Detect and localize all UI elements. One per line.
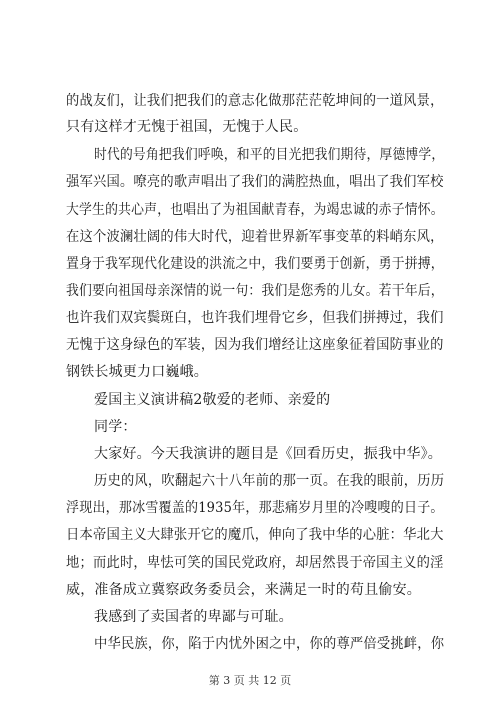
text-line: 我感到了卖国者的卑鄙与可耻。 [94,609,293,625]
text-line: 也许我们双宾鬓斑白，也许我们埋骨它乡，但我们拼搏过，我们 [66,310,444,326]
text-line: 日本帝国主义大肆张开它的魔爪，伸向了我中华的心脏：华北大 [66,527,444,543]
text-line: 时代的号角把我们呼唤，和平的目光把我们期待，厚德博学， [94,147,445,163]
text-line: 大学生的共心声，也唱出了为祖国献青春，为竭忠诚的赤子情怀。 [66,202,444,218]
text-line: 大家好。今天我演讲的题目是《回看历史，振我中华》。 [94,446,442,462]
text-line: 历史的风，吹翻起六十八年前的那一页。在我的眼前，历历 [94,473,445,489]
text-line: 强军兴国。嘹亮的歌声唱出了我们的满腔热血，唱出了我们军校 [66,174,444,190]
text-line: 的战友们，让我们把我们的意志化做那茫茫乾坤间的一道风景， [66,93,444,109]
text-line: 钢铁长城更力口巍峨。 [66,364,208,380]
text-line: 中华民族，你，陷于内忧外困之中，你的尊严倍受挑衅，你 [94,636,445,652]
text-line: 地；而此时，卑怯可笑的国民党政府，却居然畏于帝国主义的淫 [66,555,444,571]
text-line: 浮现出，那冰雪覆盖的1935年，那悲痛岁月里的冷嗖嗖的日子。 [66,500,444,516]
text-line: 置身于我军现代化建设的洪流之中，我们要勇于创新，勇于拼搏， [66,256,444,272]
text-line: 威，准备成立冀察政务委员会，来满足一时的苟且偷安。 [66,582,421,598]
text-line: 我们要向祖国母亲深情的说一句：我们是您秀的儿女。若干年后， [66,283,444,299]
section-heading: 爱国主义演讲稿2敬爱的老师、亲爱的 [94,392,331,408]
text-line: 无愧于这身绿色的军装，因为我们增经让这座象征着国防事业的 [66,337,444,353]
text-line: 同学： [94,419,137,435]
page-number-footer: 第 3 页 共 12 页 [208,674,292,687]
text-line: 只有这样才无愧于祖国，无愧于人民。 [66,119,308,135]
text-line: 在这个波澜壮阔的伟大时代，迎着世界新军事变革的料峭东风， [66,229,444,245]
